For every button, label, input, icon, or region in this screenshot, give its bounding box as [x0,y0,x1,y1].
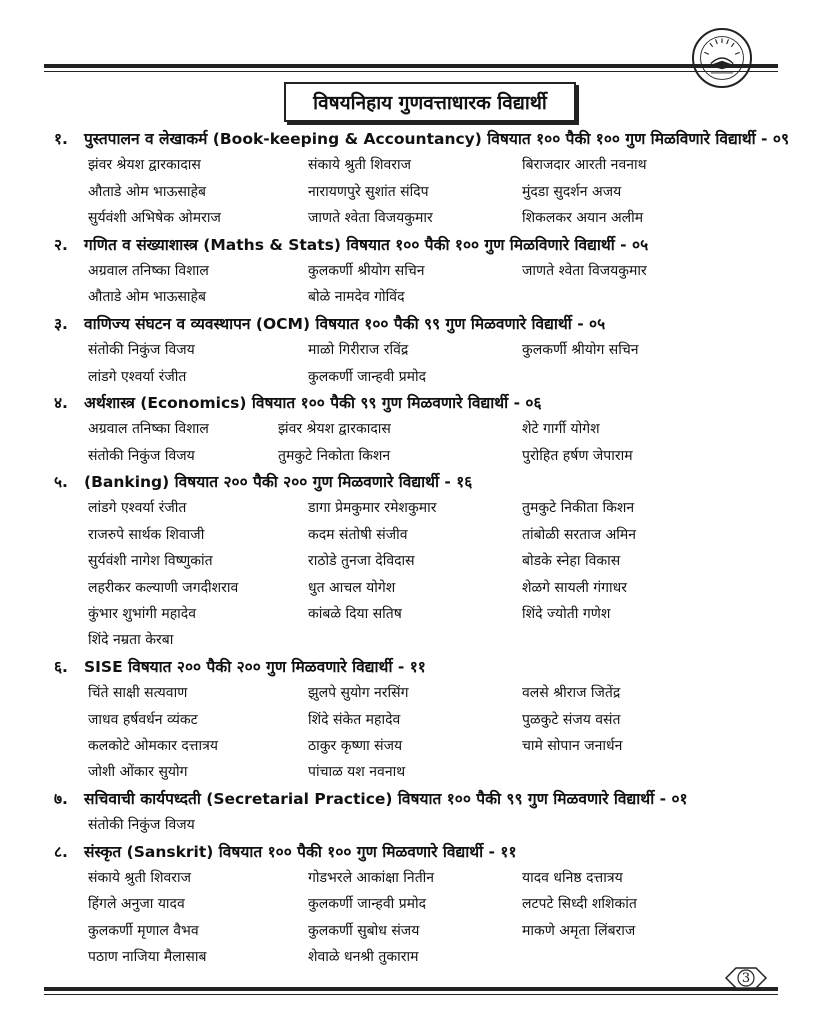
student-name: धुत आचल योगेश [308,579,396,596]
student-name: तुमकुटे निकीता किशन [522,500,635,517]
student-name: लांडगे एश्वर्या रंजीत [88,500,187,517]
section-number: ७. [54,789,68,808]
section-heading [54,469,770,495]
student-name: चिंते साक्षी सत्यवाण [88,685,188,702]
student-name: शिंदे ज्योती गणेश [522,606,611,623]
student-name: यादव धनिष्ठ दत्तात्रय [522,869,623,886]
student-name: माळो गिरीराज रविंद्र [308,342,409,359]
student-name: जोशी ओंकार सुयोग [88,764,188,781]
student-name [522,759,770,785]
student-name: डागा प्रेमकुमार रमेशकुमार [308,500,437,517]
student-row [54,812,770,838]
student-name: सुर्यवंशी अभिषेक ओमराज [88,210,221,227]
student-name: माकणे अमृता लिंबराज [522,922,636,939]
section-number: १. [54,130,68,148]
student-row [54,522,770,548]
student-name: ठाकुर कृष्णा संजय [308,737,403,754]
student-row [54,416,770,442]
student-name: औताडे ओम भाऊसाहेब [88,289,206,306]
student-row [54,495,770,521]
student-row [54,865,770,891]
section-title: सचिवाची कार्यपध्दती (Secretarial Practice) विषयात १०० पैकी ९९ गुण मिळवणारे विद्यार्थी - ०१ [84,789,688,808]
student-row [54,443,770,469]
section-heading [54,126,790,152]
student-name: कुलकर्णी जान्हवी प्रमोद [308,896,427,913]
student-row [54,759,770,785]
student-row [54,548,770,574]
student-name [308,812,522,838]
student-name: पुळकुटे संजय वसंत [522,711,621,728]
student-name: झुलपे सुयोग नरसिंग [308,685,409,702]
student-row [54,258,770,284]
student-row [54,680,770,706]
student-name: लहरीकर कल्याणी जगदीशराव [88,579,239,596]
section-heading [54,232,770,258]
student-name: औताडे ओम भाऊसाहेब [88,183,206,200]
student-name [522,627,770,653]
student-name: अग्रवाल तनिष्का विशाल [88,262,209,279]
section-title: अर्थशास्त्र (Economics) विषयात १०० पैकी ९९ गुण मिळवणारे विद्यार्थी - ०६ [84,393,542,412]
student-row [54,944,770,970]
student-name: कदम संतोषी संजीव [308,526,408,543]
student-name: तुमकुटे निकोता किशन [278,447,391,464]
page-number: 3 [724,966,768,990]
student-name: गोडभरले आकांक्षा नितीन [308,869,435,886]
section-number: ४. [54,393,68,412]
section-title: संस्कृत (Sanskrit) विषयात १०० पैकी १०० गुण मिळवणारे विद्यार्थी - ११ [84,842,517,861]
student-name: जाधव हर्षवर्धन व्यंकट [88,711,198,728]
student-row [54,575,770,601]
section-title: वाणिज्य संघटन व व्यवस्थापन (OCM) विषयात १०० पैकी ९९ गुण मिळवणारे विद्यार्थी - ०५ [84,314,606,333]
student-row [54,364,770,390]
student-name: शिकलकर अयान अलीम [522,210,644,227]
student-row [54,284,770,310]
student-name: राठोडे तुनजा देविदास [308,553,415,570]
student-name: सुर्यवंशी नागेश विष्णुकांत [88,553,213,570]
student-row [54,337,770,363]
header-rule-thin [44,71,778,72]
section-number: ५. [54,473,68,492]
student-row [54,601,770,627]
student-name: राजरुपे सार्थक शिवाजी [88,526,205,543]
student-name: झंवर श्रेयश द्वारकादास [278,421,391,438]
student-name: शिंदे संकेत महादेव [308,711,401,728]
section-heading [54,654,770,680]
institution-logo [692,28,752,88]
student-name: लटपटे सिध्दी शशिकांत [522,896,637,913]
student-name: पुरोहित हर्षण जेपाराम [522,447,633,464]
student-name: जाणते श्वेता विजयकुमार [522,262,647,279]
student-row [54,152,770,178]
student-name: शेळगे सायली गंगाधर [522,579,627,596]
student-row [54,205,770,231]
student-name: मुंदडा सुदर्शन अजय [522,183,622,200]
student-name: कुलकर्णी श्रीयोग सचिन [522,342,639,359]
student-name: बोळे नामदेव गोविंद [308,289,405,306]
student-name: कुलकर्णी श्रीयोग सचिन [308,262,425,279]
student-name: संतोकी निकुंज विजय [88,817,195,834]
section-number: २. [54,235,68,254]
student-name: संकाये श्रुती शिवराज [88,869,192,886]
student-name: बोडके स्नेहा विकास [522,553,621,570]
student-name: जाणते श्वेता विजयकुमार [308,210,433,227]
student-name: कांबळे दिया सतिष [308,606,402,623]
section-title: (Banking) विषयात २०० पैकी २०० गुण मिळवणारे विद्यार्थी - १६ [84,473,473,492]
section-number: ३. [54,314,68,333]
student-row [54,179,770,205]
student-name [522,284,770,310]
student-name [308,627,522,653]
student-name: झंवर श्रेयश द्वारकादास [88,157,201,174]
student-name: बिराजदार आरती नवनाथ [522,157,647,174]
student-name: चामे सोपान जनार्धन [522,737,623,754]
student-name: वलसे श्रीराज जितेंद्र [522,685,621,702]
header-rule [44,64,778,68]
student-name [522,812,770,838]
student-name: कुलकर्णी जान्हवी प्रमोद [308,368,427,385]
student-name [522,364,770,390]
section-title: SISE विषयात २०० पैकी २०० गुण मिळवणारे विद्यार्थी - ११ [84,657,426,676]
student-name: संकाये श्रुती शिवराज [308,157,412,174]
student-name: हिंगले अनुजा यादव [88,896,185,913]
student-name: संतोकी निकुंज विजय [88,342,195,359]
student-row [54,918,770,944]
section-heading [54,786,770,812]
student-name: तांबोळी सरताज अमिन [522,526,637,543]
page-title: विषयनिहाय गुणवत्ताधारक विद्यार्थी [284,82,576,122]
section-heading [54,311,770,337]
footer-rule-thin [44,994,778,995]
student-row [54,707,770,733]
student-name: कुलकर्णी सुबोध संजय [308,922,420,939]
section-number: ६. [54,657,68,676]
student-name: अग्रवाल तनिष्का विशाल [88,421,209,438]
student-name: पठाण नाजिया मैलासाब [88,949,207,966]
section-heading [54,839,770,865]
footer-rule [44,987,778,991]
student-name: कुंभार शुभांगी महादेव [88,606,196,623]
student-name: कलकोटे ओमकार दत्तात्रय [88,737,218,754]
section-title: गणित व संख्याशास्त्र (Maths & Stats) विषयात १०० पैकी १०० गुण मिळविणारे विद्यार्थी - ०५ [84,235,649,254]
student-name: नारायणपुरे सुशांत संदिप [308,183,429,200]
student-row [54,891,770,917]
section-title: पुस्तपालन व लेखाकर्म (Book-keeping & Accountancy) विषयात १०० पैकी १०० गुण मिळविणारे विद्यार्थी - ०९ [84,130,790,148]
section-number: ८. [54,842,68,861]
student-name: पांचाळ यश नवनाथ [308,764,406,781]
subject-toppers-list [54,126,790,971]
student-name: संतोकी निकुंज विजय [88,447,195,464]
student-name: कुलकर्णी मृणाल वैभव [88,922,199,939]
student-name: लांडगे एश्वर्या रंजीत [88,368,187,385]
student-name: शेटे गार्गी योगेश [522,421,600,438]
student-row [54,627,770,653]
section-heading [54,390,770,416]
student-row [54,733,770,759]
student-name: शिंदे नम्रता केरबा [88,632,174,649]
student-name: शेवाळे धनश्री तुकाराम [308,949,419,966]
